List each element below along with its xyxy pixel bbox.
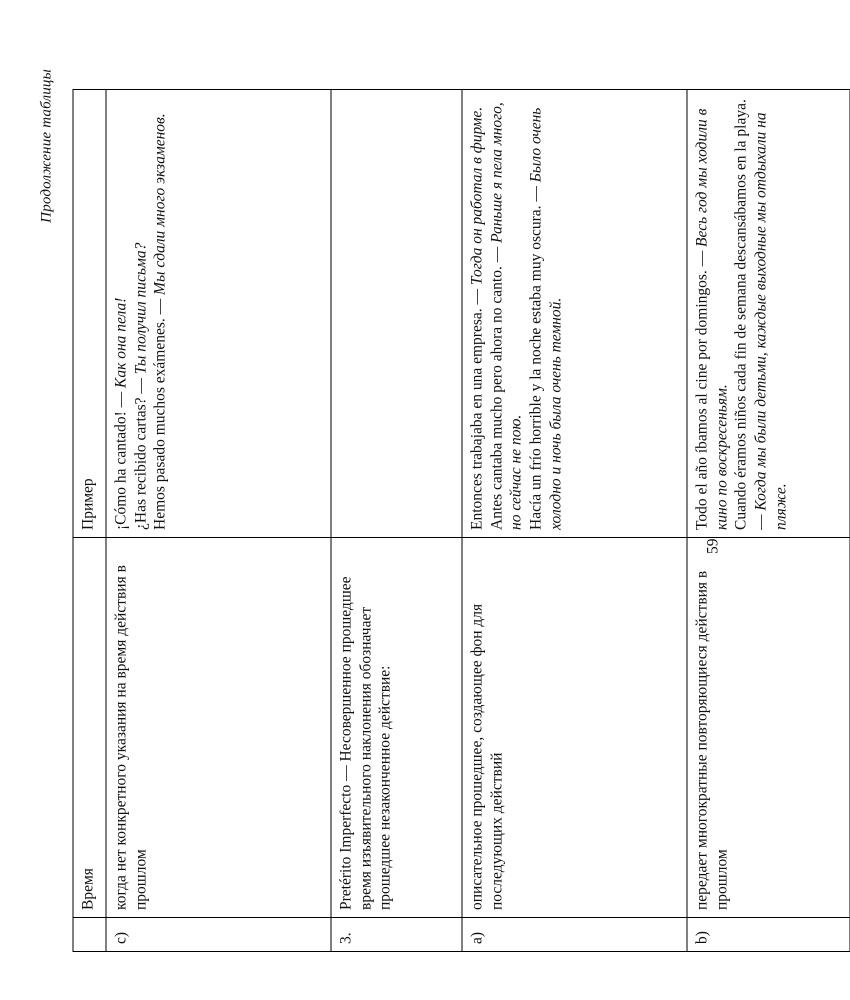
grammar-table [72, 89, 850, 952]
example-spanish: Hacía un frío horrible y la noche estaba muy oscura. — [527, 182, 545, 530]
row-number: c) [105, 918, 330, 952]
row-description [461, 538, 686, 918]
description-text: когда нет конкретного указания на время действия в прошлом [111, 565, 149, 910]
example-line [467, 97, 487, 530]
example-russian: Ты получил письма? [131, 242, 149, 375]
example-spanish: Antes cantaba mucho pero ahora no canto. — [487, 242, 505, 530]
example-spanish: ¿Has recibido cartas? — [131, 374, 149, 530]
example-spanish: Hemos pasado muchos exámenes. — [151, 294, 169, 530]
page-content [38, 47, 790, 952]
header-cell-example: Пример [73, 90, 106, 538]
description-text: описательное прошедшее, создающее фон для последующих действий [467, 603, 505, 910]
table-row [330, 90, 461, 952]
row-description [330, 538, 461, 918]
example-line [150, 97, 170, 530]
row-examples [105, 90, 330, 538]
example-russian: Когда мы были детьми, каждые выходные мы отдыхали на пляже. [752, 112, 790, 530]
table-header-row [73, 90, 106, 952]
example-russian: Раньше я пела много, но сейчас не пою. [487, 102, 525, 530]
table-row [686, 90, 849, 952]
example-spanish: Todo el año íbamos al cine por domingos. — [692, 246, 710, 530]
example-line [111, 97, 131, 530]
row-description [105, 538, 330, 918]
row-number: b) [686, 918, 849, 952]
example-russian: Весь год мы ходили в кино по воскресеньям. [692, 108, 730, 530]
example-line [731, 97, 790, 530]
example-line [526, 97, 566, 530]
description-text: Pretérito Imperfecto — Несовершенное прошедшее время изъявительного наклонения обозначает прошедшее незаконченное действие: [336, 576, 394, 910]
example-spanish: Cuando éramos niños cada fin de semana descansábamos en la playa. — [732, 99, 770, 530]
example-russian: Мы сдали много экзаменов. [151, 113, 169, 295]
row-description [686, 538, 849, 918]
example-spanish: ¡Cómo ha cantado! — [111, 387, 129, 530]
example-line [131, 97, 151, 530]
row-examples [461, 90, 686, 538]
row-number: a) [461, 918, 686, 952]
example-russian: Было очень холодно и ночь была очень темной. [527, 107, 565, 530]
table-row [461, 90, 686, 952]
table-row [105, 90, 330, 952]
example-line [692, 97, 732, 530]
example-line [487, 97, 527, 530]
example-russian: Как она пела! [111, 297, 129, 388]
example-spanish: Entonces trabajaba en una empresa. — [467, 285, 485, 530]
row-examples [686, 90, 849, 538]
header-cell-tense: Время [73, 538, 106, 918]
row-examples [330, 90, 461, 538]
running-head: Продолжение таблицы [38, 69, 54, 223]
example-russian: Тогда он работал в фирме. [467, 106, 485, 286]
header-cell-num [73, 918, 106, 952]
page-number: 59 [704, 538, 721, 554]
row-number: 3. [330, 918, 461, 952]
description-text: передает многократные повторяющиеся действия в прошлом [692, 570, 730, 910]
